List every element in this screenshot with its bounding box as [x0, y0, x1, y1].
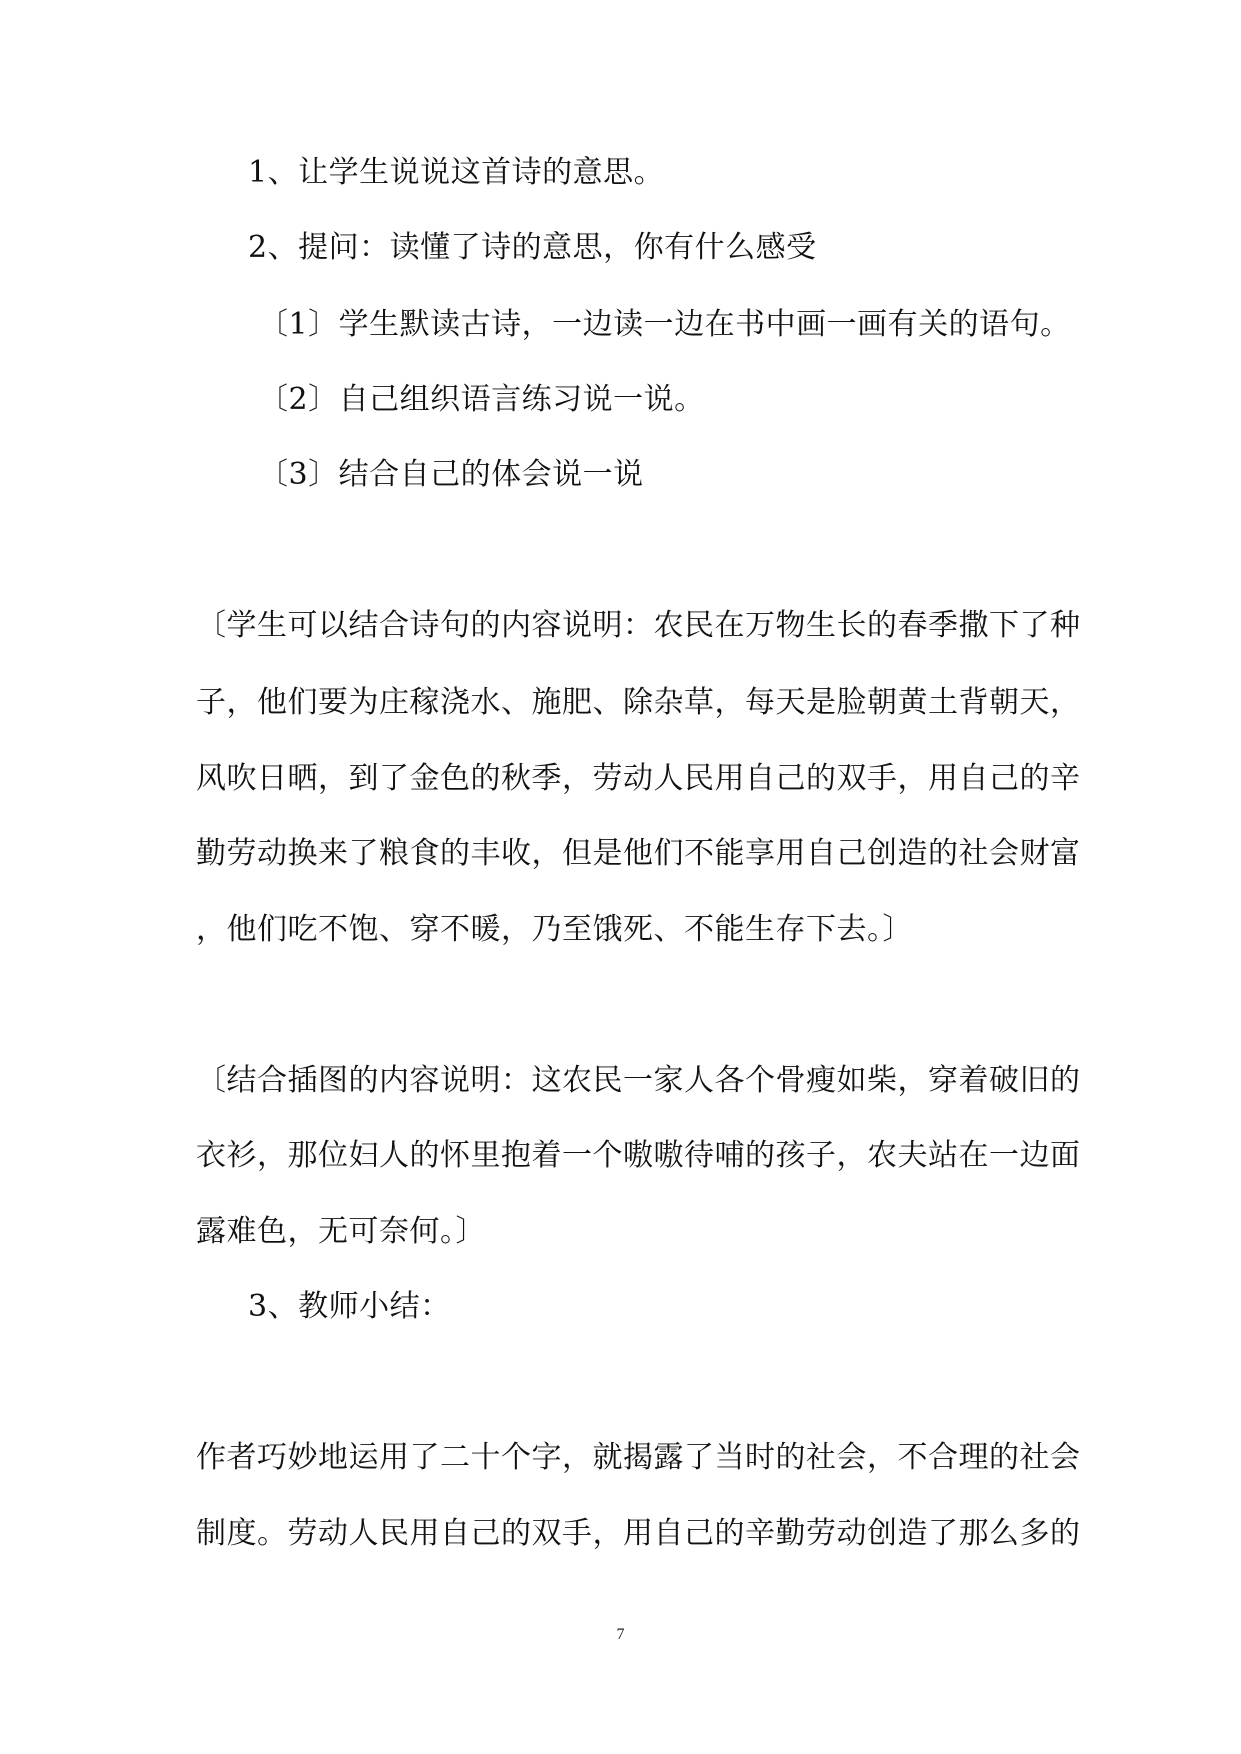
text-line-15: 作者巧妙地运用了二十个字，就揭露了当时的社会，不合理的社会	[196, 1440, 1081, 1475]
text-line-2: 2、提问：读懂了诗的意思，你有什么感受	[248, 230, 817, 265]
text-line-12: 衣衫，那位妇人的怀里抱着一个嗷嗷待哺的孩子，农夫站在一边面	[196, 1138, 1081, 1173]
text-line-3: 〔1〕学生默读古诗，一边读一边在书中画一画有关的语句。	[258, 307, 1071, 342]
text-line-1: 1、让学生说说这首诗的意思。	[248, 155, 665, 190]
text-line-8: 风吹日晒，到了金色的秋季，劳动人民用自己的双手，用自己的辛	[196, 761, 1081, 796]
text-line-11: 〔结合插图的内容说明：这农民一家人各个骨瘦如柴，穿着破旧的	[196, 1063, 1081, 1098]
text-line-13: 露难色，无可奈何。〕	[196, 1214, 486, 1249]
text-line-16: 制度。劳动人民用自己的双手，用自己的辛勤劳动创造了那么多的	[196, 1516, 1081, 1551]
text-line-5: 〔3〕结合自己的体会说一说	[258, 457, 644, 492]
text-line-7: 子，他们要为庄稼浇水、施肥、除杂草，每天是脸朝黄土背朝天，	[196, 685, 1081, 720]
text-line-14: 3、教师小结：	[248, 1289, 451, 1324]
text-line-4: 〔2〕自己组织语言练习说一说。	[258, 382, 705, 417]
text-line-6: 〔学生可以结合诗句的内容说明：农民在万物生长的春季撒下了种	[196, 608, 1081, 643]
text-line-10: ，他们吃不饱、穿不暖，乃至饿死、不能生存下去。〕	[196, 912, 913, 947]
text-line-9: 勤劳动换来了粮食的丰收，但是他们不能享用自己创造的社会财富	[196, 836, 1081, 871]
page-number: 7	[616, 1626, 625, 1643]
